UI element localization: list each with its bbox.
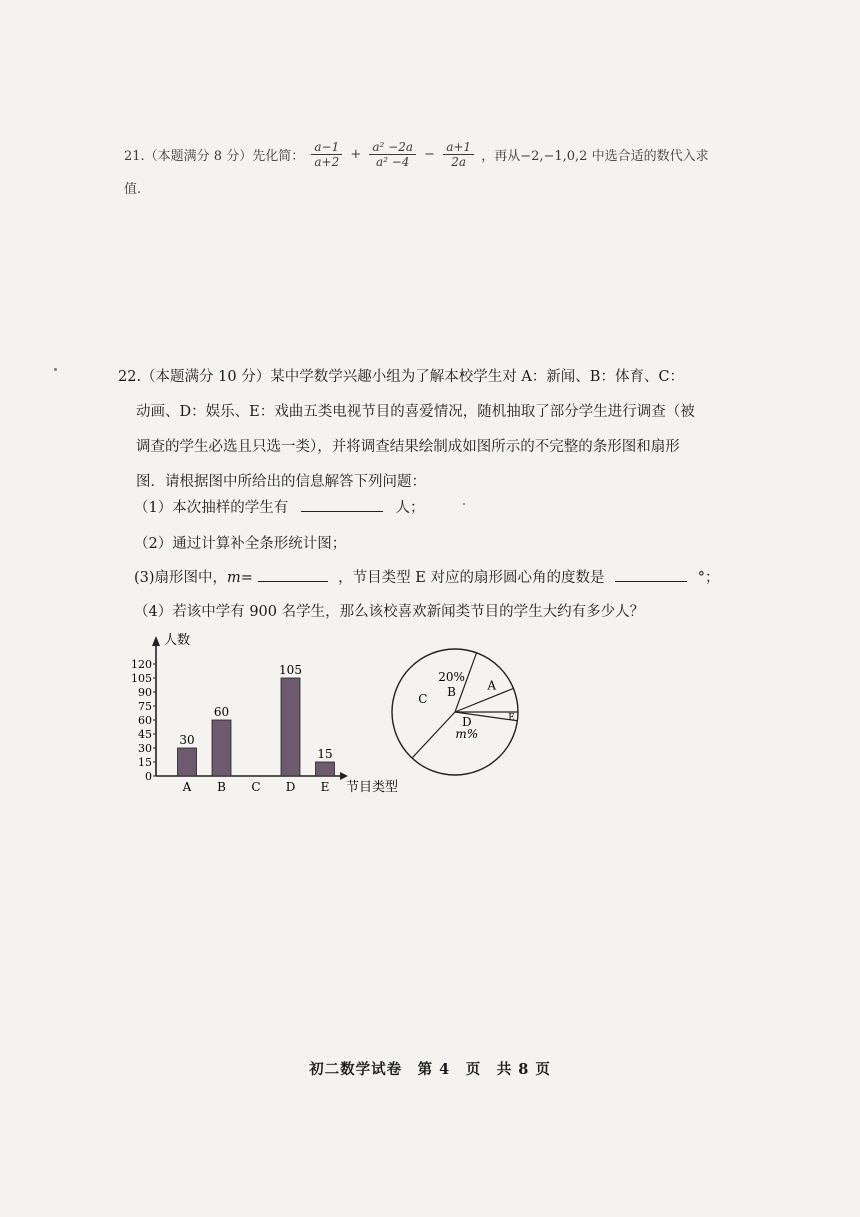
sub-question-4: （4）若该中学有 900 名学生，那么该校喜欢新闻类节目的学生大约有多少人？ bbox=[134, 604, 645, 620]
pie-slice-label: A bbox=[487, 678, 497, 693]
sub1-answer-blank[interactable] bbox=[301, 499, 383, 512]
scan-speck bbox=[463, 503, 465, 505]
scan-speck bbox=[54, 368, 57, 371]
y-tick-label: 90 bbox=[138, 686, 152, 699]
y-axis-label: 人数 bbox=[164, 633, 191, 648]
q21-instruction: ，再从−2,−1,0,2 中选合适的数代入求 bbox=[481, 149, 709, 164]
page-footer: 初二数学试卷 第 4 页 共 8 页 bbox=[309, 1061, 551, 1078]
bar-chart bbox=[130, 628, 410, 800]
sub3-m-answer-blank[interactable] bbox=[258, 569, 328, 582]
sub3-degree-mark: °； bbox=[697, 570, 720, 586]
bar bbox=[212, 720, 231, 776]
fraction-1 bbox=[311, 140, 342, 169]
pie-slice-boundary bbox=[455, 688, 513, 712]
pie-slice-label: E bbox=[508, 712, 515, 723]
pie-chart bbox=[386, 646, 526, 786]
data-label: 105 bbox=[279, 663, 302, 677]
y-tick-label: 120 bbox=[131, 658, 152, 671]
x-tick-label: D bbox=[285, 780, 296, 794]
sub3-m-variable: m= bbox=[227, 570, 253, 586]
data-label: 30 bbox=[179, 733, 195, 747]
fraction-3 bbox=[443, 140, 474, 169]
sub-question-1 bbox=[134, 496, 424, 517]
y-tick-label: 105 bbox=[131, 672, 152, 685]
data-label: 15 bbox=[317, 747, 333, 761]
y-tick-label: 60 bbox=[138, 714, 152, 727]
y-tick-label: 30 bbox=[138, 742, 152, 755]
minus-operator: − bbox=[424, 147, 436, 162]
pie-slice-value: m% bbox=[455, 727, 479, 742]
x-axis-label: 节目类型 bbox=[346, 780, 399, 795]
question-21 bbox=[124, 140, 709, 169]
sub1-text: （1）本次抽样的学生有 bbox=[134, 500, 289, 516]
pie-slice-value: 20% bbox=[438, 669, 465, 684]
pie-slice-label: C bbox=[418, 692, 428, 707]
bar bbox=[316, 762, 335, 776]
fraction-1-numerator: a−1 bbox=[311, 140, 342, 155]
q22-line-3: 调查的学生必选且只选一类），并将调查结果绘制成如图所示的不完整的条形图和扇形 bbox=[136, 439, 680, 455]
data-label: 60 bbox=[213, 705, 230, 719]
y-tick-label: 45 bbox=[138, 728, 152, 741]
bar bbox=[178, 748, 197, 776]
x-tick-label: B bbox=[217, 780, 226, 794]
q22-line-4: 图．请根据图中所给出的信息解答下列问题： bbox=[136, 474, 426, 490]
sub1-unit: 人； bbox=[395, 500, 425, 516]
question-22 bbox=[118, 360, 738, 500]
sub3-text: (3)扇形图中， bbox=[134, 570, 228, 586]
fraction-3-numerator: a+1 bbox=[443, 140, 474, 155]
x-tick-label: A bbox=[182, 780, 192, 794]
x-axis-arrow bbox=[340, 772, 348, 780]
x-tick-label: E bbox=[320, 780, 330, 794]
sub-question-3 bbox=[134, 566, 719, 587]
fraction-3-denominator: 2a bbox=[451, 155, 467, 169]
sub3-middle-text: ，节目类型 E 对应的扇形圆心角的度数是 bbox=[338, 570, 605, 586]
q22-line-2: 动画、D：娱乐、E：戏曲五类电视节目的喜爱情况，随机抽取了部分学生进行调查（被 bbox=[136, 404, 695, 420]
y-axis-arrow bbox=[152, 636, 160, 646]
sub3-angle-answer-blank[interactable] bbox=[615, 569, 687, 582]
plus-operator: + bbox=[350, 147, 362, 162]
q22-line-1: 22.（本题满分 10 分）某中学数学兴趣小组为了解本校学生对 A：新闻、B：体育、C： bbox=[118, 369, 685, 385]
y-tick-label: 75 bbox=[138, 700, 152, 713]
q21-heading: 21.（本题满分 8 分）先化简： bbox=[124, 149, 305, 164]
y-tick-label: 15 bbox=[138, 756, 152, 769]
fraction-2-numerator: a² −2a bbox=[369, 140, 416, 155]
pie-slice-label: B bbox=[447, 684, 456, 699]
fraction-2-denominator: a² −4 bbox=[375, 155, 410, 169]
y-tick-label: 0 bbox=[145, 770, 152, 783]
fraction-2 bbox=[369, 140, 416, 169]
q21-instruction-end: 值. bbox=[124, 182, 142, 197]
pie-slice-boundary bbox=[412, 712, 455, 758]
pie-slice-label: D bbox=[461, 715, 472, 730]
x-tick-label: C bbox=[251, 780, 261, 794]
fraction-1-denominator: a+2 bbox=[314, 155, 340, 169]
sub-question-2: （2）通过计算补全条形统计图； bbox=[134, 536, 347, 552]
bar bbox=[281, 678, 300, 776]
